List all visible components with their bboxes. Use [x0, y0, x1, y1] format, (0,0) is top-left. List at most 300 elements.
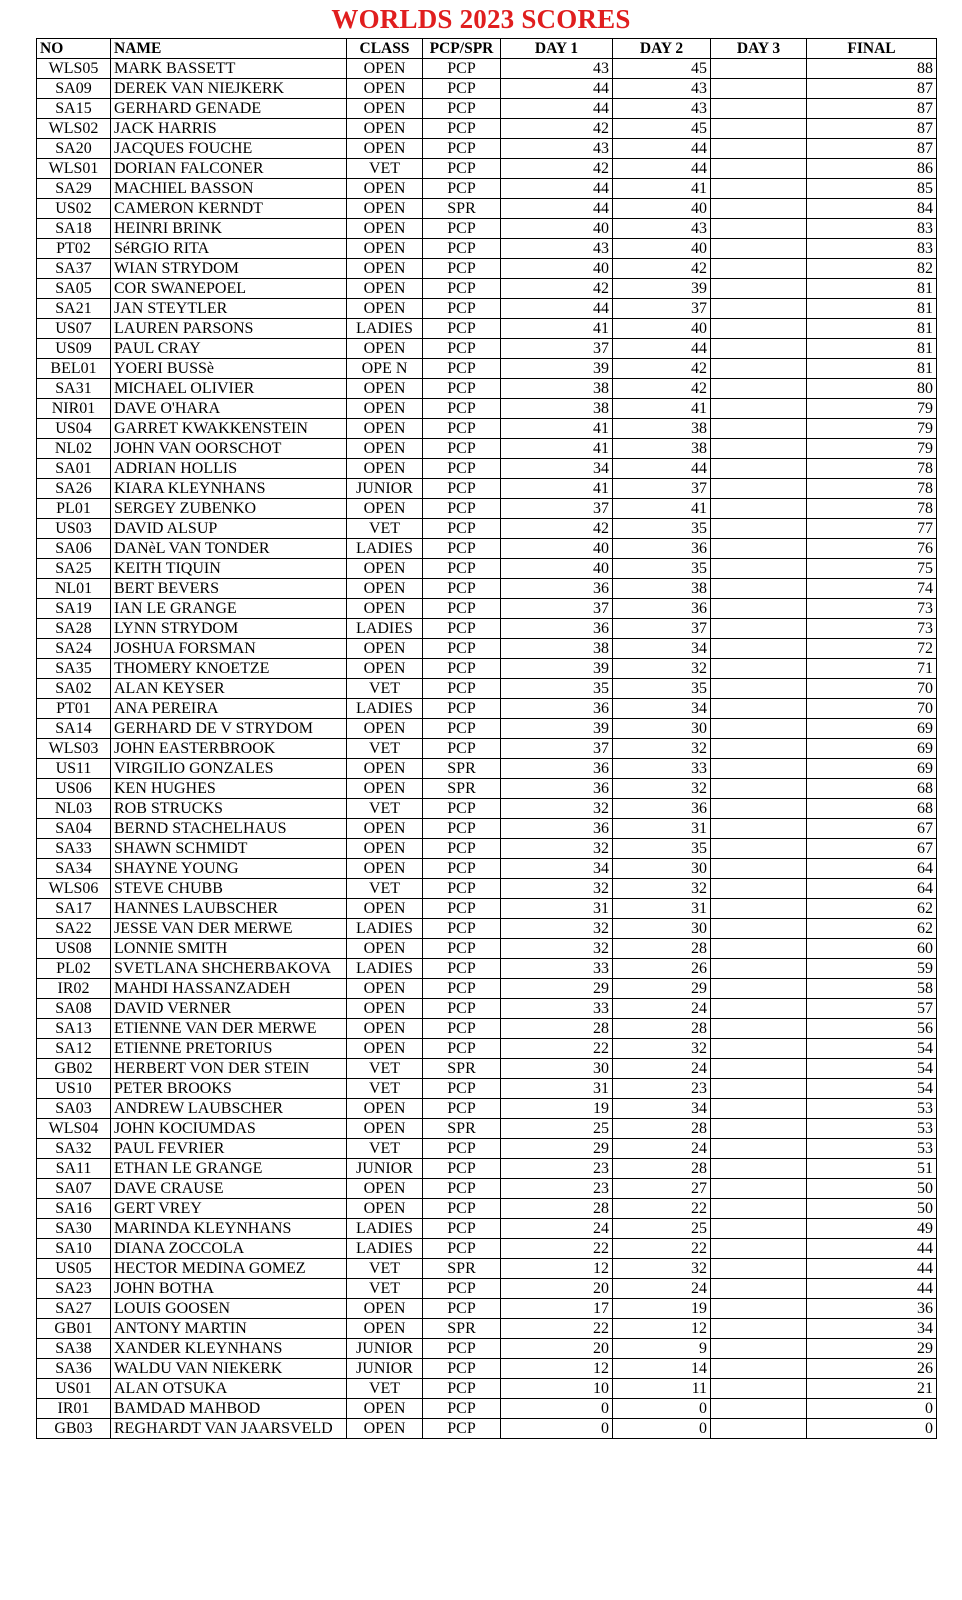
- cell-no: US06: [37, 779, 111, 799]
- table-row: [37, 499, 937, 519]
- cell-final: 62: [807, 899, 937, 919]
- cell-no: SA24: [37, 639, 111, 659]
- cell-day2: 40: [613, 239, 711, 259]
- cell-no: SA10: [37, 1239, 111, 1259]
- cell-no: SA22: [37, 919, 111, 939]
- cell-final: 82: [807, 259, 937, 279]
- cell-day3: [711, 959, 807, 979]
- cell-class: OPEN: [347, 1119, 423, 1139]
- cell-day1: 41: [501, 319, 613, 339]
- cell-day2: 28: [613, 1019, 711, 1039]
- cell-day2: 29: [613, 979, 711, 999]
- cell-class: OPEN: [347, 59, 423, 79]
- cell-day3: [711, 759, 807, 779]
- cell-final: 26: [807, 1359, 937, 1379]
- cell-final: 54: [807, 1079, 937, 1099]
- cell-class: OPEN: [347, 859, 423, 879]
- cell-pcp-spr: PCP: [423, 839, 501, 859]
- cell-class: VET: [347, 159, 423, 179]
- cell-class: OPEN: [347, 439, 423, 459]
- cell-day1: 19: [501, 1099, 613, 1119]
- cell-day1: 44: [501, 179, 613, 199]
- cell-pcp-spr: PCP: [423, 1239, 501, 1259]
- cell-pcp-spr: PCP: [423, 639, 501, 659]
- cell-pcp-spr: PCP: [423, 139, 501, 159]
- cell-no: SA27: [37, 1299, 111, 1319]
- cell-day3: [711, 739, 807, 759]
- cell-class: LADIES: [347, 539, 423, 559]
- cell-no: SA11: [37, 1159, 111, 1179]
- cell-class: LADIES: [347, 1219, 423, 1239]
- cell-day1: 32: [501, 799, 613, 819]
- cell-class: OPEN: [347, 779, 423, 799]
- cell-name: DANèL VAN TONDER: [111, 539, 347, 559]
- cell-no: PL02: [37, 959, 111, 979]
- cell-day3: [711, 139, 807, 159]
- cell-pcp-spr: PCP: [423, 999, 501, 1019]
- cell-final: 44: [807, 1239, 937, 1259]
- cell-name: DAVE O'HARA: [111, 399, 347, 419]
- cell-final: 83: [807, 219, 937, 239]
- cell-name: LONNIE SMITH: [111, 939, 347, 959]
- cell-day1: 36: [501, 759, 613, 779]
- column-header-name: NAME: [111, 39, 347, 59]
- cell-no: SA19: [37, 599, 111, 619]
- cell-day2: 34: [613, 699, 711, 719]
- cell-day3: [711, 1179, 807, 1199]
- cell-day1: 25: [501, 1119, 613, 1139]
- cell-day3: [711, 679, 807, 699]
- cell-pcp-spr: PCP: [423, 319, 501, 339]
- cell-day3: [711, 499, 807, 519]
- cell-day1: 30: [501, 1059, 613, 1079]
- cell-class: LADIES: [347, 699, 423, 719]
- cell-class: OPEN: [347, 139, 423, 159]
- cell-day3: [711, 599, 807, 619]
- cell-name: JACQUES FOUCHE: [111, 139, 347, 159]
- cell-class: OPEN: [347, 419, 423, 439]
- cell-name: XANDER KLEYNHANS: [111, 1339, 347, 1359]
- cell-day1: 36: [501, 779, 613, 799]
- cell-final: 84: [807, 199, 937, 219]
- cell-final: 57: [807, 999, 937, 1019]
- column-header-no: NO: [37, 39, 111, 59]
- cell-day2: 32: [613, 1259, 711, 1279]
- cell-final: 79: [807, 399, 937, 419]
- cell-name: KEN HUGHES: [111, 779, 347, 799]
- cell-final: 78: [807, 479, 937, 499]
- cell-name: ADRIAN HOLLIS: [111, 459, 347, 479]
- table-row: [37, 879, 937, 899]
- column-header-pcp-spr: PCP/SPR: [423, 39, 501, 59]
- table-row: [37, 1039, 937, 1059]
- cell-pcp-spr: PCP: [423, 879, 501, 899]
- cell-name: ALAN KEYSER: [111, 679, 347, 699]
- cell-day2: 30: [613, 859, 711, 879]
- cell-no: SA14: [37, 719, 111, 739]
- cell-final: 71: [807, 659, 937, 679]
- cell-final: 50: [807, 1179, 937, 1199]
- cell-day3: [711, 1039, 807, 1059]
- cell-no: NIR01: [37, 399, 111, 419]
- cell-day2: 24: [613, 1059, 711, 1079]
- table-row: [37, 99, 937, 119]
- cell-class: OPEN: [347, 239, 423, 259]
- cell-name: JOHN VAN OORSCHOT: [111, 439, 347, 459]
- cell-final: 53: [807, 1099, 937, 1119]
- cell-day1: 20: [501, 1279, 613, 1299]
- cell-no: SA31: [37, 379, 111, 399]
- cell-day2: 28: [613, 1119, 711, 1139]
- cell-pcp-spr: PCP: [423, 59, 501, 79]
- cell-pcp-spr: PCP: [423, 179, 501, 199]
- cell-pcp-spr: PCP: [423, 439, 501, 459]
- cell-name: WALDU VAN NIEKERK: [111, 1359, 347, 1379]
- cell-name: ALAN OTSUKA: [111, 1379, 347, 1399]
- column-header-day1: DAY 1: [501, 39, 613, 59]
- cell-pcp-spr: PCP: [423, 1099, 501, 1119]
- cell-no: WLS03: [37, 739, 111, 759]
- table-row: [37, 259, 937, 279]
- table-row: [37, 739, 937, 759]
- cell-pcp-spr: PCP: [423, 1379, 501, 1399]
- cell-day3: [711, 299, 807, 319]
- table-row: [37, 1419, 937, 1439]
- cell-day2: 31: [613, 819, 711, 839]
- cell-class: VET: [347, 1059, 423, 1079]
- cell-final: 34: [807, 1319, 937, 1339]
- cell-day3: [711, 799, 807, 819]
- cell-day2: 38: [613, 579, 711, 599]
- scores-table: [36, 38, 937, 1439]
- table-row: [37, 659, 937, 679]
- cell-day1: 33: [501, 959, 613, 979]
- cell-day2: 40: [613, 199, 711, 219]
- cell-no: SA09: [37, 79, 111, 99]
- cell-day1: 44: [501, 99, 613, 119]
- cell-no: SA18: [37, 219, 111, 239]
- cell-day2: 28: [613, 1159, 711, 1179]
- cell-day1: 17: [501, 1299, 613, 1319]
- cell-name: JESSE VAN DER MERWE: [111, 919, 347, 939]
- table-row: [37, 1359, 937, 1379]
- cell-day3: [711, 659, 807, 679]
- cell-final: 56: [807, 1019, 937, 1039]
- cell-pcp-spr: PCP: [423, 699, 501, 719]
- table-row: [37, 1059, 937, 1079]
- cell-final: 67: [807, 819, 937, 839]
- cell-day3: [711, 1099, 807, 1119]
- cell-class: OPEN: [347, 1019, 423, 1039]
- cell-day3: [711, 1059, 807, 1079]
- column-header-day3: DAY 3: [711, 39, 807, 59]
- cell-no: SA13: [37, 1019, 111, 1039]
- cell-final: 54: [807, 1059, 937, 1079]
- cell-day3: [711, 99, 807, 119]
- cell-day2: 45: [613, 59, 711, 79]
- cell-final: 87: [807, 139, 937, 159]
- cell-pcp-spr: PCP: [423, 1219, 501, 1239]
- cell-day3: [711, 179, 807, 199]
- cell-no: US09: [37, 339, 111, 359]
- cell-class: OPEN: [347, 1399, 423, 1419]
- table-row: [37, 1299, 937, 1319]
- cell-day3: [711, 279, 807, 299]
- table-row: [37, 839, 937, 859]
- cell-no: WLS02: [37, 119, 111, 139]
- cell-name: SHAYNE YOUNG: [111, 859, 347, 879]
- cell-day3: [711, 119, 807, 139]
- cell-day2: 36: [613, 539, 711, 559]
- table-row: [37, 399, 937, 419]
- cell-no: SA04: [37, 819, 111, 839]
- cell-day3: [711, 1079, 807, 1099]
- cell-name: PETER BROOKS: [111, 1079, 347, 1099]
- cell-day3: [711, 1279, 807, 1299]
- cell-day1: 42: [501, 159, 613, 179]
- cell-class: OPEN: [347, 939, 423, 959]
- cell-no: US08: [37, 939, 111, 959]
- table-row: [37, 1119, 937, 1139]
- cell-day1: 44: [501, 199, 613, 219]
- cell-class: OPEN: [347, 979, 423, 999]
- cell-day2: 30: [613, 919, 711, 939]
- cell-day3: [711, 539, 807, 559]
- cell-day1: 22: [501, 1239, 613, 1259]
- cell-final: 87: [807, 79, 937, 99]
- table-row: [37, 559, 937, 579]
- cell-pcp-spr: PCP: [423, 359, 501, 379]
- cell-day3: [711, 699, 807, 719]
- cell-pcp-spr: SPR: [423, 1119, 501, 1139]
- cell-no: US10: [37, 1079, 111, 1099]
- cell-final: 64: [807, 859, 937, 879]
- cell-day1: 32: [501, 939, 613, 959]
- cell-no: GB03: [37, 1419, 111, 1439]
- cell-class: OPEN: [347, 1039, 423, 1059]
- table-row: [37, 679, 937, 699]
- cell-no: SA07: [37, 1179, 111, 1199]
- cell-name: LOUIS GOOSEN: [111, 1299, 347, 1319]
- table-row: [37, 59, 937, 79]
- cell-no: IR01: [37, 1399, 111, 1419]
- cell-day3: [711, 979, 807, 999]
- table-row: [37, 459, 937, 479]
- cell-pcp-spr: PCP: [423, 1019, 501, 1039]
- cell-no: PT02: [37, 239, 111, 259]
- cell-name: GERHARD DE V STRYDOM: [111, 719, 347, 739]
- cell-no: SA30: [37, 1219, 111, 1239]
- table-row: [37, 1399, 937, 1419]
- cell-final: 50: [807, 1199, 937, 1219]
- cell-final: 75: [807, 559, 937, 579]
- table-row: [37, 79, 937, 99]
- cell-class: OPEN: [347, 899, 423, 919]
- cell-day2: 35: [613, 839, 711, 859]
- cell-class: LADIES: [347, 319, 423, 339]
- cell-day2: 25: [613, 1219, 711, 1239]
- cell-day3: [711, 459, 807, 479]
- cell-day2: 32: [613, 779, 711, 799]
- cell-day1: 39: [501, 359, 613, 379]
- cell-day2: 32: [613, 1039, 711, 1059]
- cell-name: STEVE CHUBB: [111, 879, 347, 899]
- cell-no: SA33: [37, 839, 111, 859]
- table-row: [37, 1019, 937, 1039]
- cell-day2: 32: [613, 879, 711, 899]
- table-row: [37, 599, 937, 619]
- cell-name: PAUL CRAY: [111, 339, 347, 359]
- cell-day2: 37: [613, 479, 711, 499]
- cell-no: WLS04: [37, 1119, 111, 1139]
- cell-day2: 30: [613, 719, 711, 739]
- cell-pcp-spr: SPR: [423, 779, 501, 799]
- cell-day1: 32: [501, 879, 613, 899]
- cell-final: 54: [807, 1039, 937, 1059]
- cell-day1: 28: [501, 1199, 613, 1219]
- cell-class: VET: [347, 739, 423, 759]
- cell-pcp-spr: PCP: [423, 579, 501, 599]
- cell-day3: [711, 1119, 807, 1139]
- cell-day1: 44: [501, 79, 613, 99]
- cell-final: 81: [807, 359, 937, 379]
- cell-day1: 22: [501, 1319, 613, 1339]
- cell-day1: 37: [501, 499, 613, 519]
- cell-day1: 0: [501, 1419, 613, 1439]
- cell-name: YOERI BUSSè: [111, 359, 347, 379]
- cell-name: ETHAN LE GRANGE: [111, 1159, 347, 1179]
- cell-class: OPEN: [347, 379, 423, 399]
- cell-pcp-spr: PCP: [423, 1299, 501, 1319]
- cell-no: NL01: [37, 579, 111, 599]
- cell-pcp-spr: PCP: [423, 939, 501, 959]
- cell-day1: 24: [501, 1219, 613, 1239]
- cell-class: VET: [347, 1079, 423, 1099]
- table-row: [37, 639, 937, 659]
- cell-name: BAMDAD MAHBOD: [111, 1399, 347, 1419]
- cell-name: JOHN KOCIUMDAS: [111, 1119, 347, 1139]
- cell-no: WLS06: [37, 879, 111, 899]
- cell-pcp-spr: PCP: [423, 1399, 501, 1419]
- cell-name: MACHIEL BASSON: [111, 179, 347, 199]
- cell-class: VET: [347, 879, 423, 899]
- table-row: [37, 819, 937, 839]
- table-row: [37, 439, 937, 459]
- cell-name: MARK BASSETT: [111, 59, 347, 79]
- cell-day2: 44: [613, 459, 711, 479]
- table-row: [37, 1219, 937, 1239]
- cell-day1: 41: [501, 439, 613, 459]
- cell-pcp-spr: PCP: [423, 499, 501, 519]
- cell-pcp-spr: PCP: [423, 799, 501, 819]
- cell-no: SA28: [37, 619, 111, 639]
- cell-pcp-spr: PCP: [423, 419, 501, 439]
- cell-name: JOSHUA FORSMAN: [111, 639, 347, 659]
- cell-no: SA26: [37, 479, 111, 499]
- cell-final: 87: [807, 119, 937, 139]
- cell-final: 69: [807, 739, 937, 759]
- cell-day1: 20: [501, 1339, 613, 1359]
- cell-final: 81: [807, 299, 937, 319]
- cell-final: 44: [807, 1279, 937, 1299]
- cell-day1: 44: [501, 299, 613, 319]
- cell-no: PL01: [37, 499, 111, 519]
- table-row: [37, 219, 937, 239]
- cell-no: SA01: [37, 459, 111, 479]
- cell-day3: [711, 779, 807, 799]
- cell-no: SA03: [37, 1099, 111, 1119]
- cell-day3: [711, 1379, 807, 1399]
- cell-pcp-spr: PCP: [423, 559, 501, 579]
- cell-name: IAN LE GRANGE: [111, 599, 347, 619]
- cell-final: 80: [807, 379, 937, 399]
- cell-day2: 37: [613, 619, 711, 639]
- cell-day3: [711, 1019, 807, 1039]
- cell-no: SA29: [37, 179, 111, 199]
- cell-day3: [711, 719, 807, 739]
- cell-pcp-spr: PCP: [423, 859, 501, 879]
- cell-no: WLS05: [37, 59, 111, 79]
- cell-day3: [711, 1359, 807, 1379]
- cell-pcp-spr: PCP: [423, 259, 501, 279]
- cell-class: JUNIOR: [347, 1339, 423, 1359]
- cell-name: HECTOR MEDINA GOMEZ: [111, 1259, 347, 1279]
- table-row: [37, 279, 937, 299]
- cell-name: MAHDI HASSANZADEH: [111, 979, 347, 999]
- cell-day2: 9: [613, 1339, 711, 1359]
- cell-day1: 36: [501, 579, 613, 599]
- column-header-class: CLASS: [347, 39, 423, 59]
- cell-class: OPEN: [347, 1199, 423, 1219]
- cell-class: VET: [347, 1259, 423, 1279]
- cell-class: OPEN: [347, 119, 423, 139]
- cell-day3: [711, 819, 807, 839]
- table-row: [37, 359, 937, 379]
- cell-day3: [711, 1219, 807, 1239]
- cell-day2: 44: [613, 139, 711, 159]
- cell-pcp-spr: PCP: [423, 219, 501, 239]
- cell-day1: 43: [501, 139, 613, 159]
- cell-day2: 24: [613, 1279, 711, 1299]
- cell-day3: [711, 1319, 807, 1339]
- cell-day2: 37: [613, 299, 711, 319]
- cell-day3: [711, 379, 807, 399]
- cell-day1: 35: [501, 679, 613, 699]
- cell-name: ETIENNE PRETORIUS: [111, 1039, 347, 1059]
- cell-name: HANNES LAUBSCHER: [111, 899, 347, 919]
- table-row: [37, 1319, 937, 1339]
- cell-name: PAUL FEVRIER: [111, 1139, 347, 1159]
- cell-final: 0: [807, 1399, 937, 1419]
- cell-pcp-spr: PCP: [423, 479, 501, 499]
- cell-class: OPEN: [347, 79, 423, 99]
- cell-day1: 12: [501, 1259, 613, 1279]
- cell-day1: 23: [501, 1179, 613, 1199]
- cell-pcp-spr: PCP: [423, 159, 501, 179]
- cell-day1: 28: [501, 1019, 613, 1039]
- cell-final: 51: [807, 1159, 937, 1179]
- cell-final: 53: [807, 1119, 937, 1139]
- cell-day2: 43: [613, 99, 711, 119]
- cell-no: WLS01: [37, 159, 111, 179]
- cell-class: OPEN: [347, 1319, 423, 1339]
- cell-day1: 42: [501, 119, 613, 139]
- cell-day1: 32: [501, 919, 613, 939]
- table-row: [37, 1099, 937, 1119]
- cell-day1: 22: [501, 1039, 613, 1059]
- cell-day2: 0: [613, 1399, 711, 1419]
- table-row: [37, 1259, 937, 1279]
